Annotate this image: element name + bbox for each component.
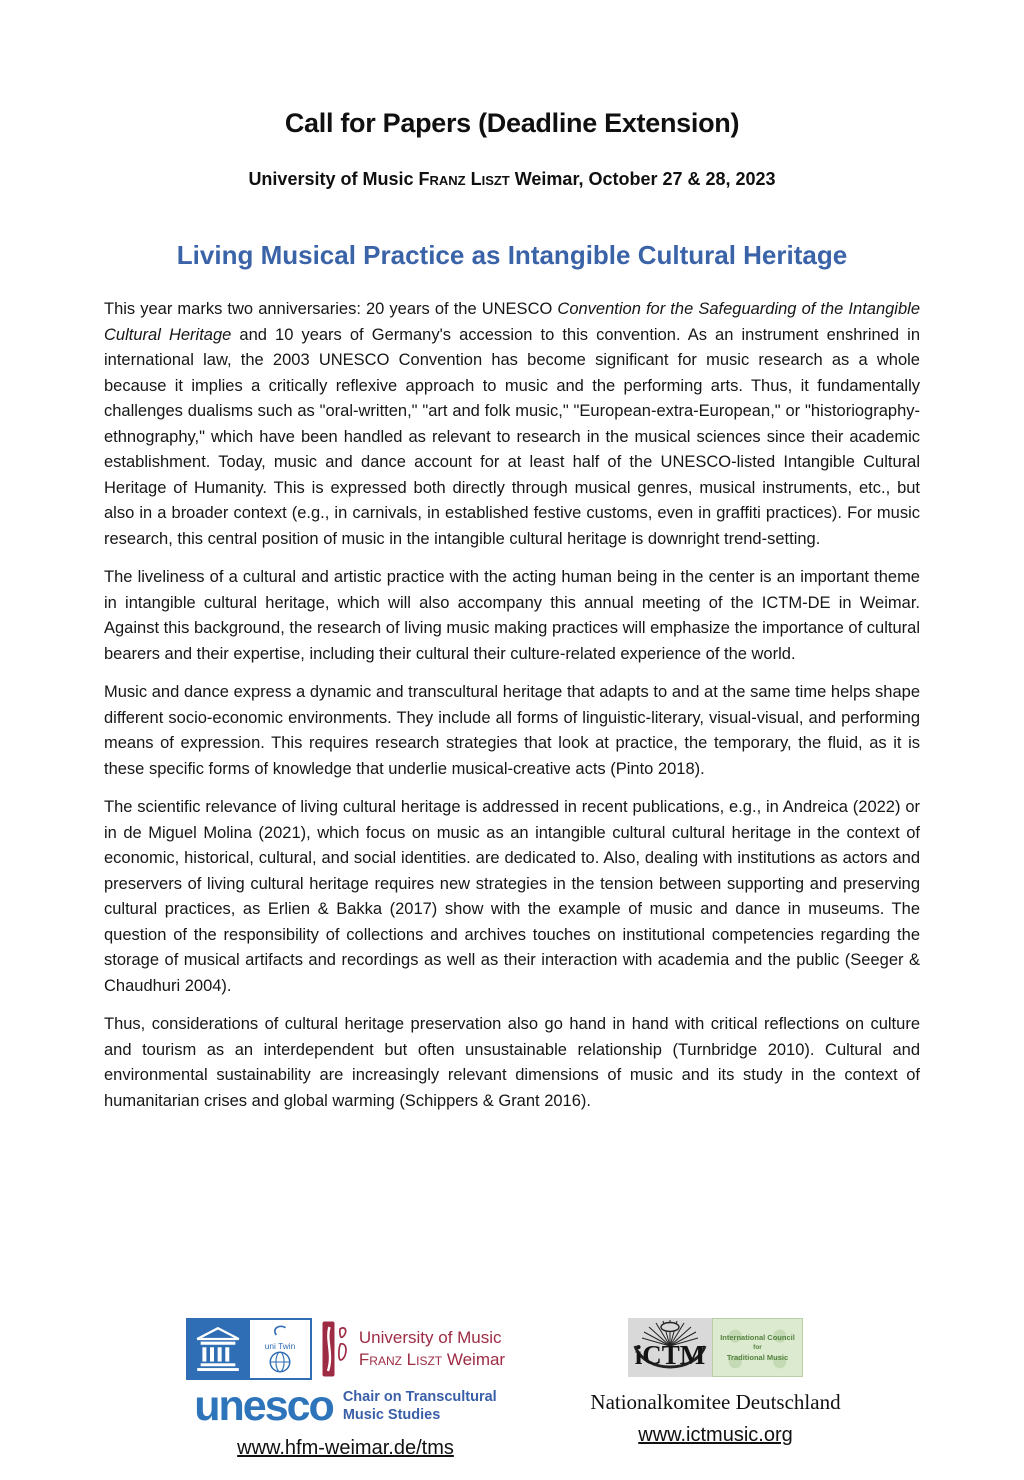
ictm-green-panel: International Council for Traditional Music xyxy=(712,1318,803,1377)
subtitle-pre: University of Music xyxy=(248,169,419,189)
ictm-logo-row xyxy=(588,1318,843,1377)
hfm-weimar-link[interactable]: www.hfm-weimar.de/tms xyxy=(237,1437,454,1459)
body-text xyxy=(104,297,920,1114)
subtitle-post: Weimar, October 27 & 28, 2023 xyxy=(509,169,776,189)
chair-label: Chair on Transcultural Music Studies xyxy=(342,1389,497,1423)
hfm-wordmark xyxy=(359,1327,505,1371)
ictm-national-committee-label: Nationalkomitee Deutschland xyxy=(590,1390,841,1414)
unesco-wordmark-row xyxy=(183,1382,508,1430)
unesco-logo-row xyxy=(183,1318,508,1380)
unitwin-globe-icon xyxy=(248,1320,310,1378)
hfm-line1: University of Music xyxy=(358,1327,502,1347)
unesco-chair-block xyxy=(183,1318,508,1460)
convention-title-italic: Convention for the Safeguarding of the Intangible Cultural Heritage xyxy=(104,300,920,344)
unesco-wordmark: unesco xyxy=(194,1382,333,1430)
conference-theme-heading: Living Musical Practice as Intangible Cultural Heritage xyxy=(176,240,848,270)
event-subtitle xyxy=(104,169,920,190)
ictm-block xyxy=(588,1318,843,1447)
hfm-line2: Franz Liszt Weimar xyxy=(358,1350,506,1369)
unesco-temple-icon xyxy=(188,1320,248,1378)
paragraph-3: Music and dance express a dynamic and transcultural heritage that adapts to and at the same time helps shape different socio-economic environments. They include all forms of linguistic-literary, visual-visual, and performing means of expression. This requires research strategies that look at practice, the temporary, the fluid, as it is these specific forms of knowledge that underlie musical-creative acts (Pinto 2018). xyxy=(104,683,920,778)
ictm-link-wrap xyxy=(588,1424,843,1447)
hfm-weimar-logo-group xyxy=(321,1318,505,1380)
svg-text:uni Twin: uni Twin xyxy=(264,1341,296,1351)
unesco-unitwin-logo xyxy=(186,1318,312,1380)
page-title: Call for Papers (Deadline Extension) xyxy=(284,108,740,138)
hfm-cello-icon xyxy=(321,1320,351,1378)
ictmusic-link[interactable]: www.ictmusic.org xyxy=(638,1424,793,1446)
paragraph-1-lead: This year marks two anniversaries: 20 years of the UNESCO xyxy=(104,300,558,318)
hfm-link-wrap xyxy=(183,1437,508,1460)
paragraph-1-rest: and 10 years of Germany's accession to this convention. As an instrument enshrined in international law, the 2003 UNESCO Convention has become significant for music research as a whole because it implies a critically reflexive approach to music and the performing arts. Thus, it fundamentally challenges dualisms such as "oral-written," "art and folk music," "European-extra-European," or "historiography-ethnography," which have been handled as relevant to research in the musical sciences since their academic establishment. Today, music and dance account for at least half of the UNESCO-listed Intangible Cultural Heritage of Humanity. This is expressed both directly through musical genres, musical instruments, etc., but also in a broader context (e.g., in carnivals, in established festive customs, even in graffiti practices). For music research, this central position of music in the intangible cultural heritage is downright trend-setting. xyxy=(104,325,920,548)
ictm-logo xyxy=(628,1318,712,1377)
paragraph-2: The liveliness of a cultural and artistic practice with the acting human being in the center is an important theme in intangible cultural heritage, which will also accompany this annual meeting of the ICTM-DE in Weimar. Against this background, the research of living music making practices will emphasize the importance of cultural bearers and their expertise, including their cultural their culture-related experience of the world. xyxy=(104,568,920,663)
paragraph-1 xyxy=(104,297,920,552)
svg-text:iCTM: iCTM xyxy=(634,1340,706,1370)
subtitle-smallcaps: Franz Liszt xyxy=(418,169,510,189)
paragraph-4: The scientific relevance of living cultural heritage is addressed in recent publications, e.g., in Andreica (2022) or in de Miguel Molina (2021), which focus on music as an intangible cultural cultural heritage in the context of economic, historical, cultural, and social identities. are dedicated to. Also, dealing with institutions as actors and preservers of living cultural heritage requires new strategies in the tension between supporting and preserving cultural practices, as Erlien & Bakka (2017) show with the example of music and dance in museums. The question of the responsibility of collections and archives touches on institutional competencies regarding the storage of musical artifacts and recordings as well as their interaction with academia and the public (Seeger & Chaudhuri 2004). xyxy=(104,798,920,995)
paragraph-5: Thus, considerations of cultural heritage preservation also go hand in hand with critical reflections on culture and tourism as an interdependent but often unsustainable relationship (Turnbridge 2010). Cultural and environmental sustainability are increasingly relevant dimensions of music and its study in the context of humanitarian crises and global warming (Schippers & Grant 2016). xyxy=(104,1015,920,1110)
